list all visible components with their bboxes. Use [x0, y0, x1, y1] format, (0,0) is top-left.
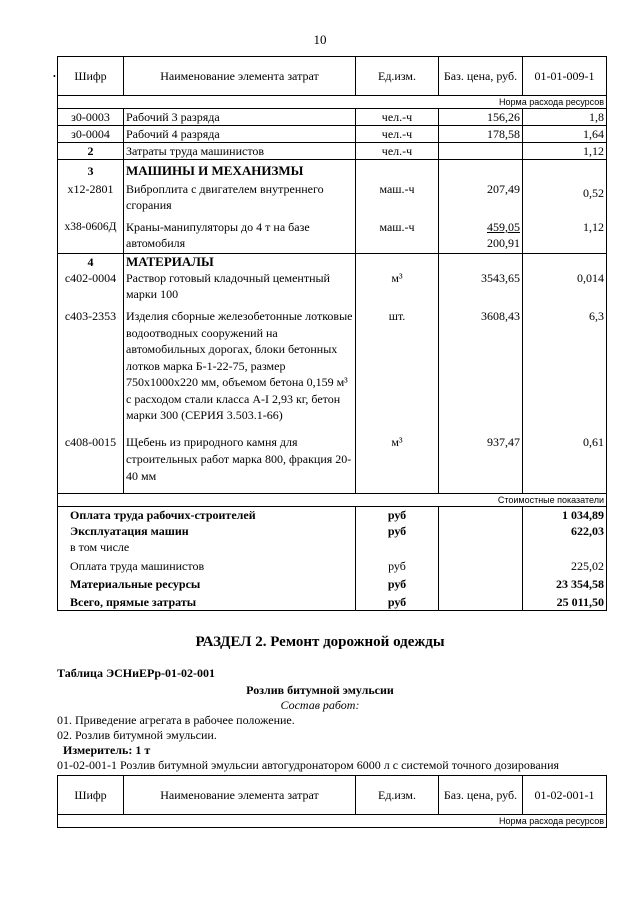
col-norm-code-header: 01-01-009-1	[523, 57, 607, 96]
section-title: РАЗДЕЛ 2. Ремонт дорожной одежды	[195, 634, 445, 650]
summary-row	[58, 594, 607, 611]
resource-table-1	[57, 56, 607, 611]
summary-row	[58, 576, 607, 594]
row-name: Затраты труда машинистов	[124, 143, 356, 160]
summary-unit: руб	[356, 523, 439, 539]
table-row	[58, 213, 607, 254]
row-code: з0-0004	[58, 126, 124, 143]
summary-value: 1 034,89	[523, 506, 607, 523]
summary-value: 225,02	[523, 558, 607, 576]
col-price-header: Баз. цена, руб.	[439, 57, 523, 96]
row-name: Щебень из природного камня для строительных работ марка 800, фракция 20-40 мм	[124, 424, 356, 494]
row-norm: 1,64	[523, 126, 607, 143]
summary-value: 25 011,50	[523, 594, 607, 611]
page-number: 10	[313, 32, 327, 47]
table-header	[58, 776, 607, 815]
row-unit: чел.-ч	[356, 143, 439, 160]
row-norm: 1,12	[523, 213, 607, 254]
table-row	[58, 179, 607, 213]
col-code-header: Шифр	[58, 57, 124, 96]
row-unit: чел.-ч	[356, 126, 439, 143]
resource-table-2	[57, 775, 607, 828]
row-price-secondary: 200,91	[487, 236, 520, 250]
summary-unit: руб	[356, 558, 439, 576]
summary-name: Эксплуатация машин	[58, 523, 356, 539]
table-row	[58, 424, 607, 494]
subtitle: Розлив битумной эмульсии	[246, 683, 394, 697]
row-price: 3543,65	[439, 270, 523, 302]
summary-row	[58, 558, 607, 576]
table-row	[58, 143, 607, 160]
summary-name: в том числе	[58, 539, 356, 558]
row-norm: 0,52	[523, 179, 607, 213]
row-price: 156,26	[439, 109, 523, 126]
row-name: МАТЕРИАЛЫ	[124, 254, 356, 271]
norm-line: 01-02-001-1 Розлив битумной эмульсии автогудронатором 6000 л с системой точного дозирования	[57, 758, 560, 772]
row-norm: 1,12	[523, 143, 607, 160]
row-price: 207,49	[439, 179, 523, 213]
summary-row	[58, 506, 607, 523]
table-row	[58, 302, 607, 424]
work-item: 02. Розлив битумной эмульсии.	[57, 728, 217, 742]
row-code: с408-0015	[58, 424, 124, 494]
work-heading: Состав работ:	[280, 698, 360, 712]
row-price: 3608,43	[439, 302, 523, 424]
summary-row	[58, 539, 607, 558]
row-unit: м³	[356, 424, 439, 494]
col-unit-header: Ед.изм.	[356, 776, 439, 815]
table-title: Таблица ЭСНиЕРр-01-02-001	[57, 666, 216, 680]
row-code: 4	[58, 254, 124, 271]
meter: Измеритель: 1 т	[63, 743, 151, 757]
row-name: Краны-манипуляторы до 4 т на базе автомобиля	[124, 213, 356, 254]
row-norm: 0,014	[523, 270, 607, 302]
table-row	[58, 270, 607, 302]
row-code: 2	[58, 143, 124, 160]
summary-unit: руб	[356, 594, 439, 611]
row-norm: 6,3	[523, 302, 607, 424]
summary-row	[58, 523, 607, 539]
col-unit-header: Ед.изм.	[356, 57, 439, 96]
row-code: з0-0003	[58, 109, 124, 126]
col-price-header: Баз. цена, руб.	[439, 776, 523, 815]
table-row	[58, 109, 607, 126]
summary-name: Оплата труда рабочих-строителей	[58, 506, 356, 523]
cost-label: Стоимостные показатели	[58, 493, 607, 506]
norm-label: Норма расхода ресурсов	[58, 815, 607, 828]
row-code: 3	[58, 160, 124, 180]
row-norm: 1,8	[523, 109, 607, 126]
col-code-header: Шифр	[58, 776, 124, 815]
row-code: с402-0004	[58, 270, 124, 302]
work-item: 01. Приведение агрегата в рабочее положение.	[57, 713, 295, 727]
margin-mark: •	[53, 72, 56, 81]
row-code: х38-0606Д	[58, 213, 124, 254]
col-norm-code-header: 01-02-001-1	[523, 776, 607, 815]
summary-value: 23 354,58	[523, 576, 607, 594]
row-price: 178,58	[439, 126, 523, 143]
summary-name: Материальные ресурсы	[58, 576, 356, 594]
row-name: Виброплита с двигателем внутреннего сгорания	[124, 179, 356, 213]
row-code: х12-2801	[58, 179, 124, 213]
col-name-header: Наименование элемента затрат	[124, 776, 356, 815]
table-header	[58, 57, 607, 96]
row-name: Изделия сборные железобетонные лотковые водоотводных сооружений на автомобильных дорогах, блоки бетонных лотков марка Б-1-22-75, размер 750х1000х220 мм, объемом бетона 0,159 м³ с расходом стали класса А-I 2,93 кг, бетон марки 300 (СЕРИЯ 3.503.1-66)	[124, 302, 356, 424]
row-unit: чел.-ч	[356, 109, 439, 126]
row-name: МАШИНЫ И МЕХАНИЗМЫ	[124, 160, 356, 180]
table-row	[58, 126, 607, 143]
row-price: 937,47	[439, 424, 523, 494]
table-row	[58, 254, 607, 271]
row-name: Раствор готовый кладочный цементный марки 100	[124, 270, 356, 302]
norm-label: Норма расхода ресурсов	[58, 96, 607, 109]
row-unit: м³	[356, 270, 439, 302]
row-unit: маш.-ч	[356, 213, 439, 254]
summary-name: Всего, прямые затраты	[58, 594, 356, 611]
row-norm: 0,61	[523, 424, 607, 494]
summary-name: Оплата труда машинистов	[58, 558, 356, 576]
summary-value: 622,03	[523, 523, 607, 539]
row-price: 459,05	[487, 220, 520, 234]
row-name: Рабочий 3 разряда	[124, 109, 356, 126]
summary-unit: руб	[356, 576, 439, 594]
row-unit: шт.	[356, 302, 439, 424]
row-unit: маш.-ч	[356, 179, 439, 213]
summary-unit: руб	[356, 506, 439, 523]
table-row	[58, 160, 607, 180]
col-name-header: Наименование элемента затрат	[124, 57, 356, 96]
row-code: с403-2353	[58, 302, 124, 424]
row-price	[439, 143, 523, 160]
row-name: Рабочий 4 разряда	[124, 126, 356, 143]
